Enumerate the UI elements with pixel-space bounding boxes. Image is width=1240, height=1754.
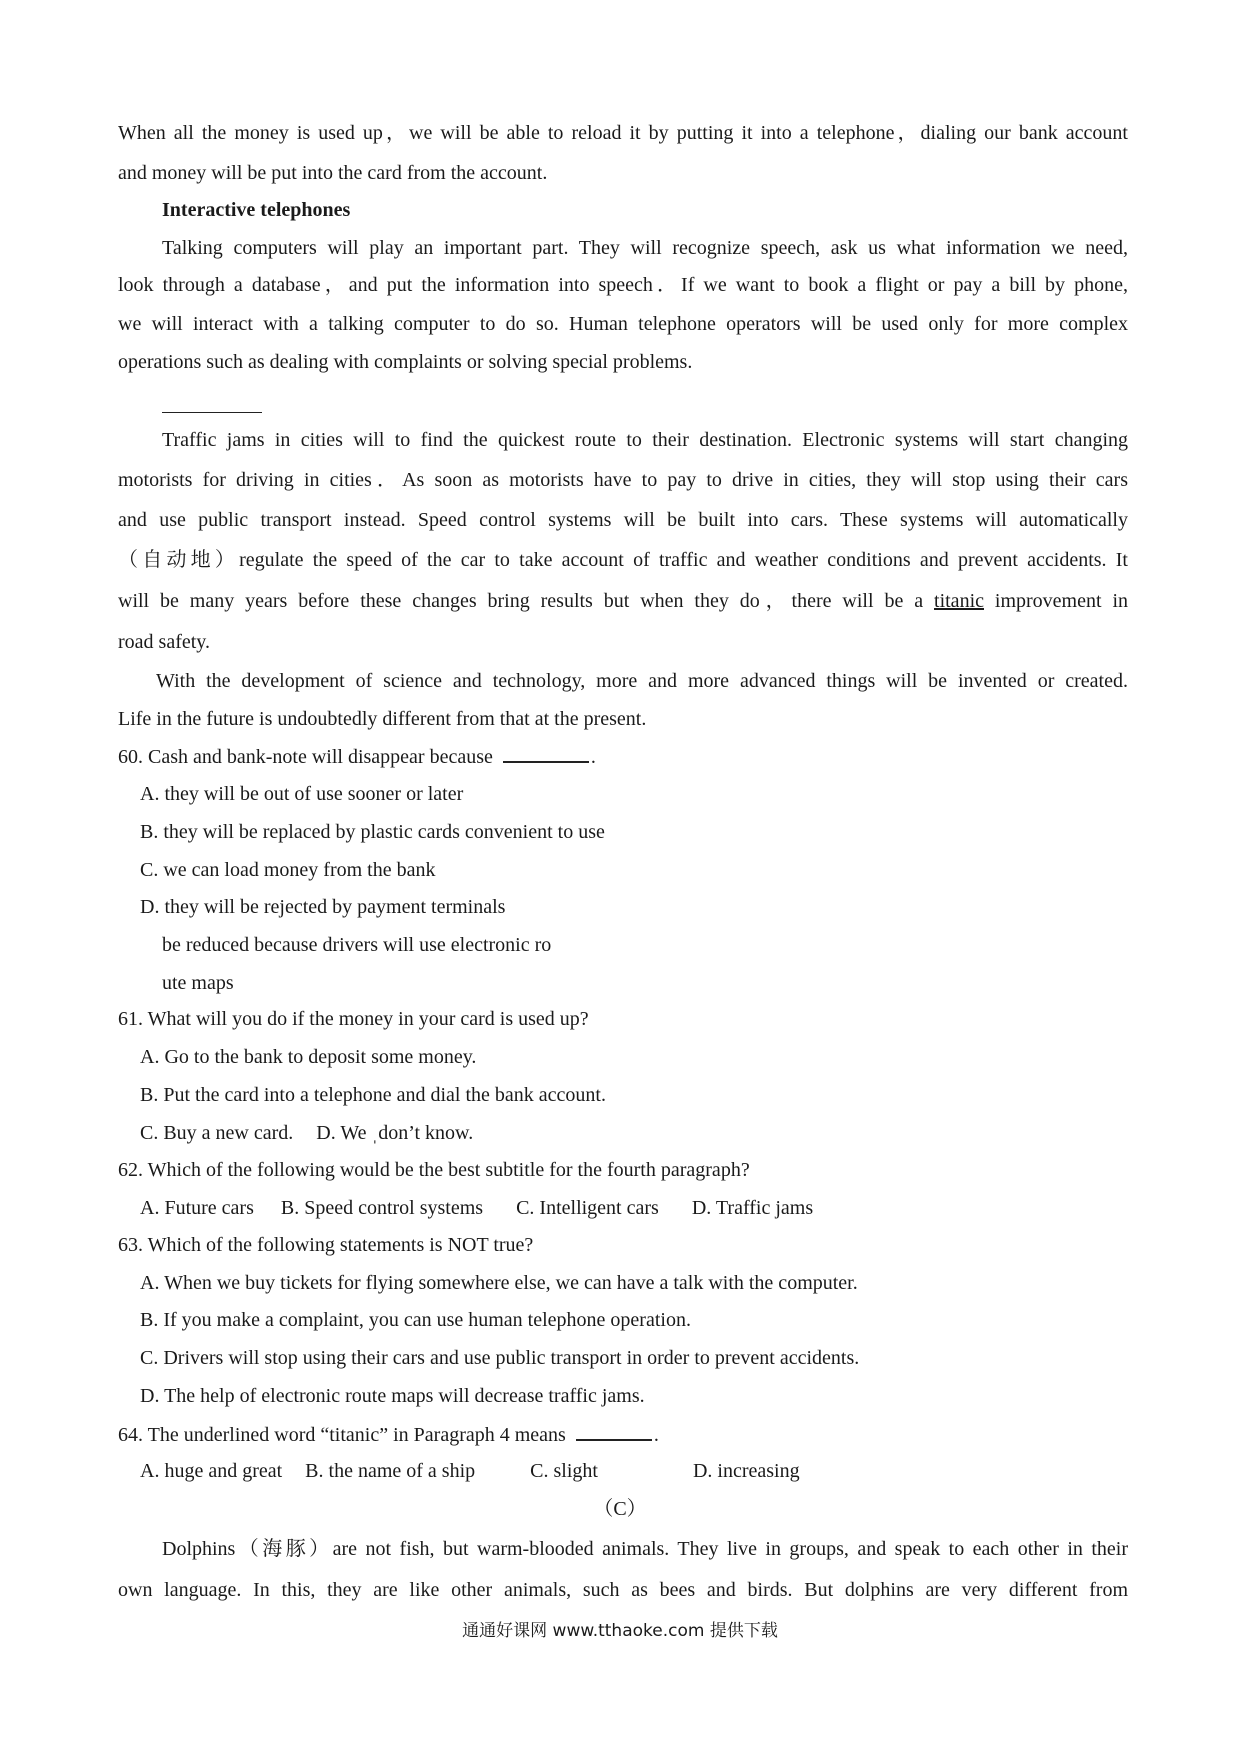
option-row [140,1195,1128,1221]
paragraph-line: road safety. [118,631,210,653]
option: B. Put the card into a telephone and dial the bank account. [140,1084,606,1106]
option: D. they will be rejected by payment terminals [140,896,506,918]
subtitle-blank-rule [162,412,262,413]
page-footer: 通通好课网 www.tthaoke.com 提供下载 [462,1621,778,1641]
question-stem: 61. What will you do if the money in your card is used up? [118,1008,589,1030]
option: A. they will be out of use sooner or later [140,783,464,805]
option: B. If you make a complaint, you can use human telephone operation. [140,1309,691,1331]
option: D. The help of electronic route maps will decrease traffic jams. [140,1385,645,1407]
question-stem [118,1421,1128,1448]
option: D. We ˌdon’t know. [316,1122,474,1144]
option: A. Future cars [140,1197,254,1219]
paragraph-line: and use public transport instead. Speed control systems will be built into cars. These systems will automatically [118,509,1128,531]
paragraph-line: （自动地）regulate the speed of the car to take account of traffic and weather conditions and prevent accidents. It [118,549,1128,571]
paragraph-line: motorists for driving in cities．As soon as motorists have to pay to drive in cities, they will stop using their cars [118,469,1128,491]
option: C. Drivers will stop using their cars and use public transport in order to prevent accidents. [140,1347,860,1369]
paragraph-line: Life in the future is undoubtedly different from that at the present. [118,708,647,730]
option: A. When we buy tickets for flying somewhere else, we can have a talk with the computer. [140,1272,858,1294]
paragraph-line: Dolphins（海豚）are not fish, but warm-blooded animals. They live in groups, and speak to each other in their [162,1538,1128,1560]
option: D. increasing [692,1460,800,1482]
paragraph-line: Traffic jams in cities will to find the quickest route to their destination. Electronic systems will start changing [162,429,1128,451]
option: D. Traffic jams [691,1197,814,1219]
section-label: （C） [593,1498,647,1520]
section-heading: Interactive telephones [162,199,351,221]
question-stem: 62. Which of the following would be the best subtitle for the fourth paragraph? [118,1159,750,1181]
paragraph-line [118,588,1128,614]
option: B. the name of a ship [305,1460,476,1482]
option: B. Speed control systems [280,1197,484,1219]
question-stem: 63. Which of the following statements is NOT true? [118,1234,534,1256]
paragraph-text: improvement in [994,590,1129,612]
option: C. we can load money from the bank [140,859,436,881]
option: C. slight [530,1460,598,1482]
option: C. Intelligent cars [516,1197,659,1219]
underlined-word: titanic [934,590,984,612]
option: C. Buy a new card. [140,1122,294,1144]
question-punct: . [590,746,596,768]
question-stem [118,743,1128,770]
stray-text: be reduced because drivers will use electronic ro [162,934,552,956]
option: B. they will be replaced by plastic cards convenient to use [140,821,605,843]
paragraph-line: we will interact with a talking computer to do so. Human telephone operators will be used only for more complex [118,313,1128,335]
option-row [140,1120,1128,1146]
option: A. huge and great [140,1460,283,1482]
paragraph-line: own language. In this, they are like other animals, such as bees and birds. But dolphins are very different from [118,1579,1128,1601]
question-text: 60. Cash and bank-note will disappear because [118,746,493,768]
option: A. Go to the bank to deposit some money. [140,1046,477,1068]
paragraph-text: will be many years before these changes bring results but when they do，there will be a [118,590,924,612]
paragraph-line: and money will be put into the card from the account. [118,162,548,184]
paragraph-line: Talking computers will play an important part. They will recognize speech, ask us what information we need, [162,237,1128,259]
question-text: 64. The underlined word “titanic” in Paragraph 4 means [118,1424,566,1446]
answer-blank [576,1421,652,1441]
option-row [140,1458,1128,1484]
paragraph-line: When all the money is used up，we will be able to reload it by putting it into a telephone，dialing our bank account [118,122,1128,144]
paragraph-line: With the development of science and technology, more and more advanced things will be invented or created. [156,670,1128,692]
paragraph-line: look through a database，and put the information into speech．If we want to book a flight or pay a bill by phone, [118,274,1128,296]
answer-blank [503,743,589,763]
stray-text: ute maps [162,972,234,994]
paragraph-line: operations such as dealing with complaints or solving special problems. [118,351,693,373]
question-punct: . [653,1424,659,1446]
